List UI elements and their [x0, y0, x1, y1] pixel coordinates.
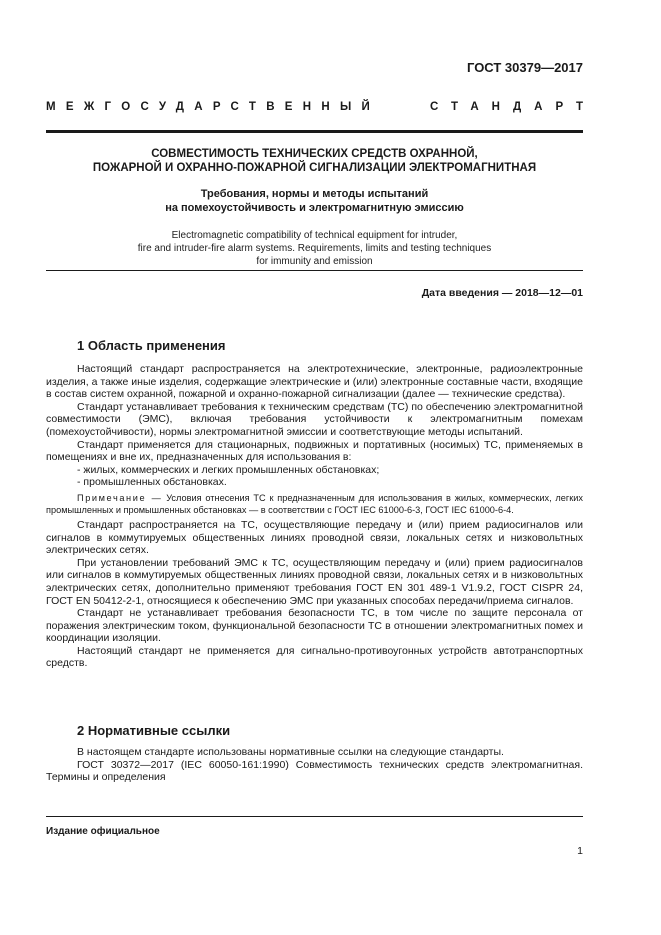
paragraph: Настоящий стандарт не применяется для сигнально-противоугонных устройств автотранспортных средств. [46, 644, 583, 670]
standard-word: СТАНДАРТ [430, 101, 596, 113]
title-divider [46, 270, 583, 271]
paragraph: ГОСТ 30372—2017 (IEC 60050-161:1990) Совместимость технических средств электромагнитная. Термины и определения [46, 758, 583, 784]
environment-list [46, 464, 583, 489]
section-1-heading: 1 Область применения [77, 338, 226, 353]
list-item: - промышленных обстановках. [77, 476, 227, 489]
interstate-standard-banner [46, 101, 596, 113]
english-title [46, 229, 583, 268]
paragraph: В настоящем стандарте использованы нормативные ссылки на следующие стандарты. [77, 746, 504, 758]
english-title-line: for immunity and emission [256, 256, 373, 267]
section-2-body [46, 746, 583, 784]
official-edition-label: Издание официальное [46, 826, 160, 837]
note-text: Условия отнесения ТС к предназначенным для использования в жилых, коммерческих, легких промышленных и промышленных обстановках — в соответствии с ГОСТ IEC 61000-6-3, ГОСТ IEC 61000-6-4. [46, 492, 583, 515]
english-title-line: Electromagnetic compatibility of technical equipment for intruder, [171, 230, 458, 241]
title-line: ПОЖАРНОЙ И ОХРАННО-ПОЖАРНОЙ СИГНАЛИЗАЦИИ ЭЛЕКТРОМАГНИТНАЯ [92, 162, 537, 174]
paragraph: Стандарт не устанавливает требования безопасности ТС, в том числе по защите персонала от поражения электрическим током, функциональной безопасности ТС в отношении электромагнитных помех и координации изоляции. [46, 607, 583, 645]
list-item: - жилых, коммерческих и легких промышленных обстановках; [77, 463, 380, 476]
section-1-body [46, 363, 583, 670]
document-subtitle [46, 187, 583, 215]
footer-divider [46, 816, 583, 817]
document-title [46, 147, 583, 175]
paragraph: Стандарт применяется для стационарных, подвижных и портативных (носимых) ТС, применяемых в помещениях и вне их, предназначенных для использования в: [46, 438, 583, 464]
gost-number: ГОСТ 30379—2017 [467, 60, 583, 75]
subtitle-line: на помехоустойчивость и электромагнитную эмиссию [165, 202, 464, 214]
paragraph: При установлении требований ЭМС к ТС, осуществляющим передачу и (или) прием радиосигналов или сигналов в коммутируемых общественных линиях проводной связи, локальных сетях и в низковольтных электрических сетях, дополнительно применяют требования ГОСТ EN 301 489-1 V1.9.2, ГОСТ CISPR 24, ГОСТ EN 50412-2-1, относящиеся к обеспечению ЭМС при указанных способах передачи/приема сигналов. [46, 556, 583, 607]
english-title-line: fire and intruder-fire alarm systems. Requirements, limits and testing techniques [137, 243, 492, 254]
header-divider [46, 130, 583, 133]
section-2-heading: 2 Нормативные ссылки [77, 723, 231, 738]
note [46, 492, 583, 516]
page-number: 1 [577, 845, 583, 857]
paragraph: Стандарт устанавливает требования к техническим средствам (ТС) по обеспечению электромагнитной совместимости (ЭМС), включая требования устойчивости к электромагнитным помехам (помехоустойчивости), нормы электромагнитной эмиссии и соответствующие методы испытаний. [46, 400, 583, 438]
interstate-word: МЕЖГОСУДАРСТВЕННЫЙ [46, 101, 381, 113]
paragraph: Стандарт распространяется на ТС, осуществляющие передачу и (или) прием радиосигналов или сигналов в коммутируемых общественных линиях проводной связи, локальных сетях и низковольтных электрических сетях. [46, 518, 583, 557]
note-label: Примечание — [77, 492, 163, 503]
subtitle-line: Требования, нормы и методы испытаний [200, 188, 429, 200]
introduction-date: Дата введения — 2018—12—01 [421, 287, 583, 299]
title-line: СОВМЕСТИМОСТЬ ТЕХНИЧЕСКИХ СРЕДСТВ ОХРАННОЙ, [151, 148, 478, 160]
paragraph: Настоящий стандарт распространяется на электротехнические, электронные, радиоэлектронные изделия, а также иные изделия, содержащие электрические и (или) электронные составные части, входящие в состав систем охранной, пожарной и охранно-пожарной сигнализации (далее — технические средства). [46, 363, 583, 401]
